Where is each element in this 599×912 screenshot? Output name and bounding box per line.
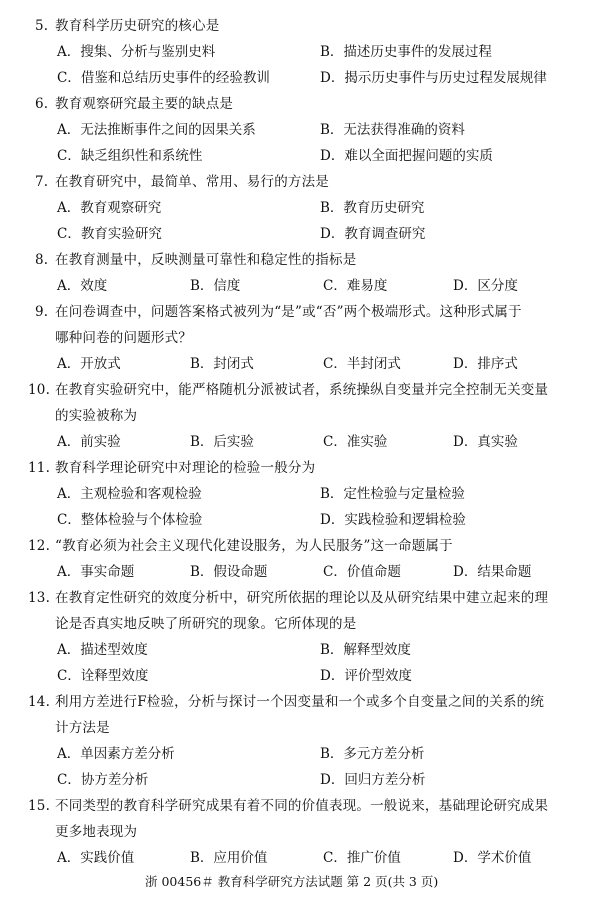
question-number: 8.: [35, 252, 49, 268]
question-number: 5.: [35, 18, 49, 34]
answer-option: C．教育实验研究: [57, 226, 162, 242]
answer-option: C．半封闭式: [323, 356, 401, 372]
question-number: 6.: [35, 96, 49, 112]
answer-option: B．后实验: [190, 434, 254, 450]
answer-option: D．学术价值: [453, 850, 532, 866]
answer-option: A．事实命题: [57, 564, 135, 580]
answer-option: B．描述历史事件的发展过程: [320, 44, 492, 60]
answer-option: A．效度: [57, 278, 108, 294]
question-number: 7.: [35, 174, 49, 190]
question-stem: 不同类型的教育科学研究成果有着不同的价值表现。一般说来，基础理论研究成果: [55, 798, 549, 814]
answer-option: C．协方差分析: [57, 772, 149, 788]
answer-option: B．定性检验与定量检验: [320, 486, 465, 502]
question-stem: 在教育研究中，最简单、常用、易行的方法是: [55, 174, 329, 190]
question-number: 12.: [28, 538, 51, 554]
answer-option: C．准实验: [323, 434, 388, 450]
answer-option: B．信度: [190, 278, 241, 294]
question-stem: 的实验被称为: [55, 408, 138, 424]
answer-option: B．解释型效度: [320, 642, 411, 658]
answer-option: C．推广价值: [323, 850, 401, 866]
answer-option: B．无法获得准确的资料: [320, 122, 465, 138]
answer-option: C．整体检验与个体检验: [57, 512, 203, 528]
question-stem: 在教育实验研究中，能严格随机分派被试者，系统操纵自变量并完全控制无关变量: [55, 382, 549, 398]
answer-option: C．价值命题: [323, 564, 401, 580]
question-stem: 论是否真实地反映了所研究的现象。它所体现的是: [55, 616, 357, 632]
answer-option: A．实践价值: [57, 850, 135, 866]
answer-option: B．多元方差分析: [320, 746, 425, 762]
answer-option: B．封闭式: [190, 356, 254, 372]
answer-option: A．主观检验和客观检验: [57, 486, 202, 502]
question-stem: 利用方差进行F检验，分析与探讨一个因变量和一个或多个自变量之间的关系的统: [55, 694, 545, 710]
answer-option: D．揭示历史事件与历史过程发展规律: [320, 70, 547, 86]
question-stem: 更多地表现为: [55, 824, 138, 840]
question-stem: “教育必须为社会主义现代化建设服务，为人民服务”这一命题属于: [55, 538, 453, 554]
question-stem: 教育科学理论研究中对理论的检验一般分为: [55, 460, 316, 476]
question-stem: 计方法是: [55, 720, 110, 736]
question-number: 13.: [28, 590, 51, 606]
question-number: 9.: [35, 304, 49, 320]
question-stem: 在教育定性研究的效度分析中，研究所依据的理论以及从研究结果中建立起来的理: [55, 590, 549, 606]
answer-option: D．评价型效度: [320, 668, 412, 684]
answer-option: C．缺乏组织性和系统性: [57, 148, 203, 164]
answer-option: A．搜集、分析与鉴别史料: [57, 44, 216, 60]
answer-option: A．单因素方差分析: [57, 746, 175, 762]
answer-option: D．回归方差分析: [320, 772, 426, 788]
question-stem: 教育科学历史研究的核心是: [55, 18, 220, 34]
answer-option: A．开放式: [57, 356, 121, 372]
answer-option: C．诠释型效度: [57, 668, 149, 684]
answer-option: C．难易度: [323, 278, 388, 294]
question-number: 10.: [28, 382, 51, 398]
question-stem: 哪种问卷的问题形式？: [55, 330, 192, 346]
answer-option: D．区分度: [453, 278, 518, 294]
answer-option: D．真实验: [453, 434, 518, 450]
answer-option: D．教育调查研究: [320, 226, 426, 242]
question-number: 11.: [28, 460, 51, 476]
answer-option: D．实践检验和逻辑检验: [320, 512, 466, 528]
answer-option: A．无法推断事件之间的因果关系: [57, 122, 256, 138]
question-number: 14.: [28, 694, 51, 710]
answer-option: A．前实验: [57, 434, 121, 450]
question-stem: 教育观察研究最主要的缺点是: [55, 96, 234, 112]
question-number: 15.: [28, 798, 51, 814]
question-stem: 在问卷调查中，问题答案格式被列为“是”或“否”两个极端形式。这种形式属于: [55, 304, 522, 320]
answer-option: C．借鉴和总结历史事件的经验教训: [57, 70, 270, 86]
answer-option: A．教育观察研究: [57, 200, 162, 216]
question-stem: 在教育测量中，反映测量可靠性和稳定性的指标是: [55, 252, 357, 268]
answer-option: A．描述型效度: [57, 642, 148, 658]
answer-option: B．应用价值: [190, 850, 268, 866]
answer-option: B．教育历史研究: [320, 200, 425, 216]
answer-option: D．排序式: [453, 356, 518, 372]
answer-option: B．假设命题: [190, 564, 268, 580]
page-footer: 浙 00456＃ 教育科学研究方法试题 第 2 页(共 3 页): [145, 874, 439, 889]
answer-option: D．结果命题: [453, 564, 532, 580]
answer-option: D．难以全面把握问题的实质: [320, 148, 493, 164]
